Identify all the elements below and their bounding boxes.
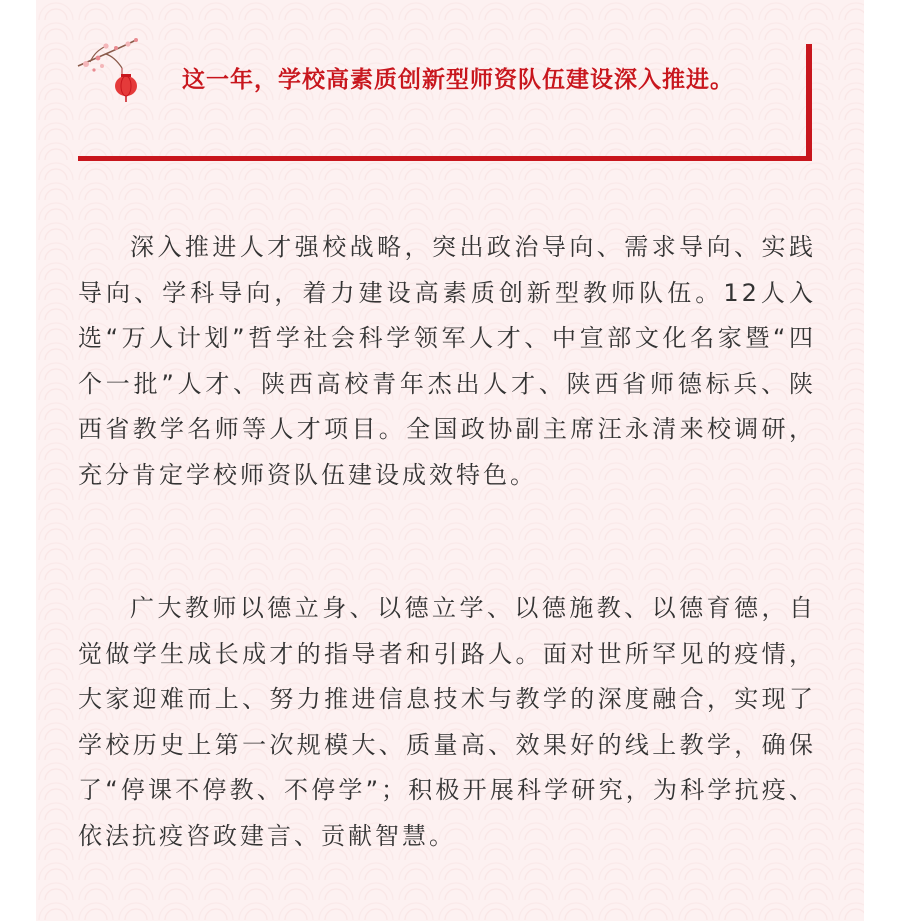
header-bottom-border [78, 156, 812, 161]
paragraph-talent-strategy: 深入推进人才强校战略，突出政治导向、需求导向、实践导向、学科导向，着力建设高素质创新型教师队伍。12人入选“万人计划”哲学社会科学领军人才、中宣部文化名家暨“四个一批”人才、陕西高校青年杰出人才、陕西省师德标兵、陕西省教学名师等人才项目。全国政协副主席汪永清来校调研，充分肯定学校师资队伍建设成效特色。 [78, 233, 816, 489]
paragraph-teacher-ethics: 广大教师以德立身、以德立学、以德施教、以德育德，自觉做学生成长成才的指导者和引路人。面对世所罕见的疫情，大家迎难而上、努力推进信息技术与教学的深度融合，实现了学校历史上第一次规模大、质量高、效果好的线上教学，确保了“停课不停教、不停学”；积极开展科学研究，为科学抗疫、依法抗疫咨政建言、贡献智慧。 [78, 594, 816, 850]
plum-blossom-lantern-icon [76, 36, 148, 102]
header-right-border [806, 44, 812, 161]
section-title: 这一年，学校高素质创新型师资队伍建设深入推进。 [182, 67, 734, 93]
